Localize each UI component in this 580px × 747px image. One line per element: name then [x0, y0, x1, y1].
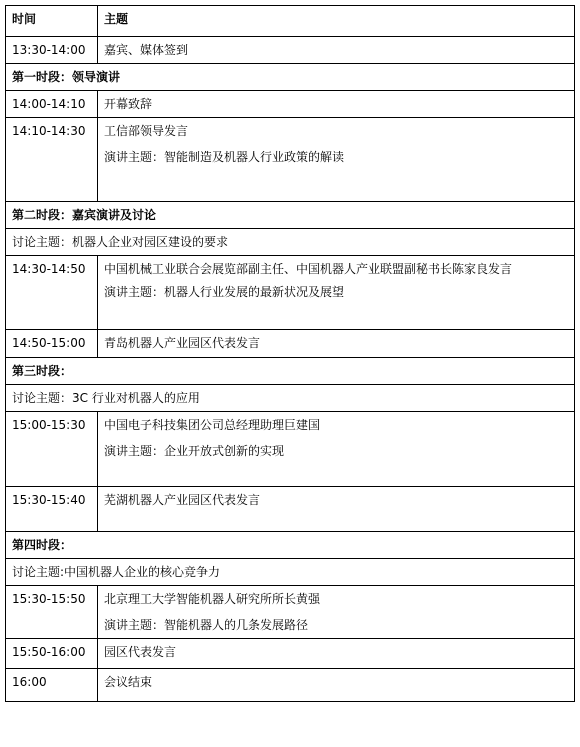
time-label: 15:50-16:00: [12, 645, 86, 659]
time-cell: [6, 37, 98, 64]
section-cell: [6, 532, 575, 559]
topic-cell: [98, 256, 575, 330]
speech-theme-line: 演讲主题：智能制造及机器人行业政策的解读: [104, 150, 345, 164]
topic-content: [98, 330, 574, 356]
topic-line: 嘉宾、媒体签到: [104, 43, 189, 57]
speech-theme-line: 演讲主题：机器人行业发展的最新状况及展望: [104, 285, 345, 299]
discussion-topic: 讨论主题：机器人企业对园区建设的要求: [12, 235, 229, 249]
section-cell: [6, 64, 575, 91]
agenda-row: [6, 586, 575, 639]
topic-cell: [98, 118, 575, 202]
topic-cell: [98, 639, 575, 669]
topic-line: 中国电子科技集团公司总经理助理巨建国: [104, 418, 321, 432]
time-cell: [6, 91, 98, 118]
discussion-cell: [6, 559, 575, 586]
header-topic-cell: [98, 6, 575, 37]
section-title: 第二时段：嘉宾演讲及讨论: [12, 208, 157, 222]
topic-content: [98, 639, 574, 665]
agenda-row: [6, 412, 575, 487]
topic-line: 北京理工大学智能机器人研究所所长黄强: [104, 592, 321, 606]
time-label: 14:00-14:10: [12, 97, 86, 111]
topic-line: 中国机械工业联合会展览部副主任、中国机器人产业联盟副秘书长陈家良发言: [104, 262, 513, 276]
discussion-row: [6, 385, 575, 412]
topic-line: 会议结束: [104, 675, 153, 689]
agenda-row: [6, 639, 575, 669]
topic-line: 园区代表发言: [104, 645, 177, 659]
discussion-cell: [6, 229, 575, 256]
time-cell: [6, 412, 98, 487]
section-title: 第三时段：: [12, 364, 73, 378]
time-cell: [6, 330, 98, 358]
discussion-row: [6, 229, 575, 256]
topic-content: [98, 118, 574, 170]
header-row: [6, 6, 575, 37]
agenda-row: [6, 487, 575, 532]
topic-content: [98, 669, 574, 695]
time-label: 14:50-15:00: [12, 336, 86, 350]
section-row: [6, 64, 575, 91]
agenda-table: [5, 5, 575, 702]
time-cell: [6, 256, 98, 330]
topic-content: [98, 37, 574, 63]
time-label: 14:30-14:50: [12, 262, 86, 276]
agenda-row: [6, 91, 575, 118]
topic-cell: [98, 37, 575, 64]
topic-line: 工信部领导发言: [104, 124, 189, 138]
topic-line: 芜湖机器人产业园区代表发言: [104, 493, 261, 507]
time-label: 15:00-15:30: [12, 418, 86, 432]
agenda-row: [6, 37, 575, 64]
agenda-row: [6, 330, 575, 358]
topic-content: [98, 412, 574, 464]
time-cell: [6, 669, 98, 702]
agenda-body: [6, 6, 575, 702]
topic-cell: [98, 412, 575, 487]
topic-line: 青岛机器人产业园区代表发言: [104, 336, 261, 350]
section-row: [6, 202, 575, 229]
topic-cell: [98, 487, 575, 532]
discussion-row: [6, 559, 575, 586]
time-label: 14:10-14:30: [12, 124, 86, 138]
agenda-row: [6, 669, 575, 702]
section-cell: [6, 358, 575, 385]
topic-content: [98, 487, 574, 513]
time-label: 13:30-14:00: [12, 43, 86, 57]
speech-theme-line: 演讲主题：企业开放式创新的实现: [104, 444, 285, 458]
header-topic: 主题: [104, 12, 129, 26]
section-row: [6, 358, 575, 385]
section-title: 第一时段：领导演讲: [12, 70, 121, 84]
topic-cell: [98, 669, 575, 702]
topic-content: [98, 91, 574, 117]
time-cell: [6, 639, 98, 669]
topic-cell: [98, 586, 575, 639]
header-time-cell: [6, 6, 98, 37]
discussion-topic: 讨论主题:中国机器人企业的核心竞争力: [12, 565, 221, 579]
section-cell: [6, 202, 575, 229]
topic-cell: [98, 91, 575, 118]
topic-content: [98, 586, 574, 638]
agenda-row: [6, 118, 575, 202]
time-cell: [6, 586, 98, 639]
discussion-topic: 讨论主题：3C 行业对机器人的应用: [12, 391, 200, 405]
speech-theme-line: 演讲主题：智能机器人的几条发展路径: [104, 618, 309, 632]
time-label: 16:00: [12, 675, 47, 689]
agenda-row: [6, 256, 575, 330]
time-cell: [6, 118, 98, 202]
time-label: 15:30-15:50: [12, 592, 86, 606]
topic-content: [98, 256, 574, 305]
discussion-cell: [6, 385, 575, 412]
time-label: 15:30-15:40: [12, 493, 86, 507]
topic-cell: [98, 330, 575, 358]
section-row: [6, 532, 575, 559]
section-title: 第四时段：: [12, 538, 73, 552]
header-time: 时间: [12, 12, 37, 26]
time-cell: [6, 487, 98, 532]
topic-line: 开幕致辞: [104, 97, 153, 111]
